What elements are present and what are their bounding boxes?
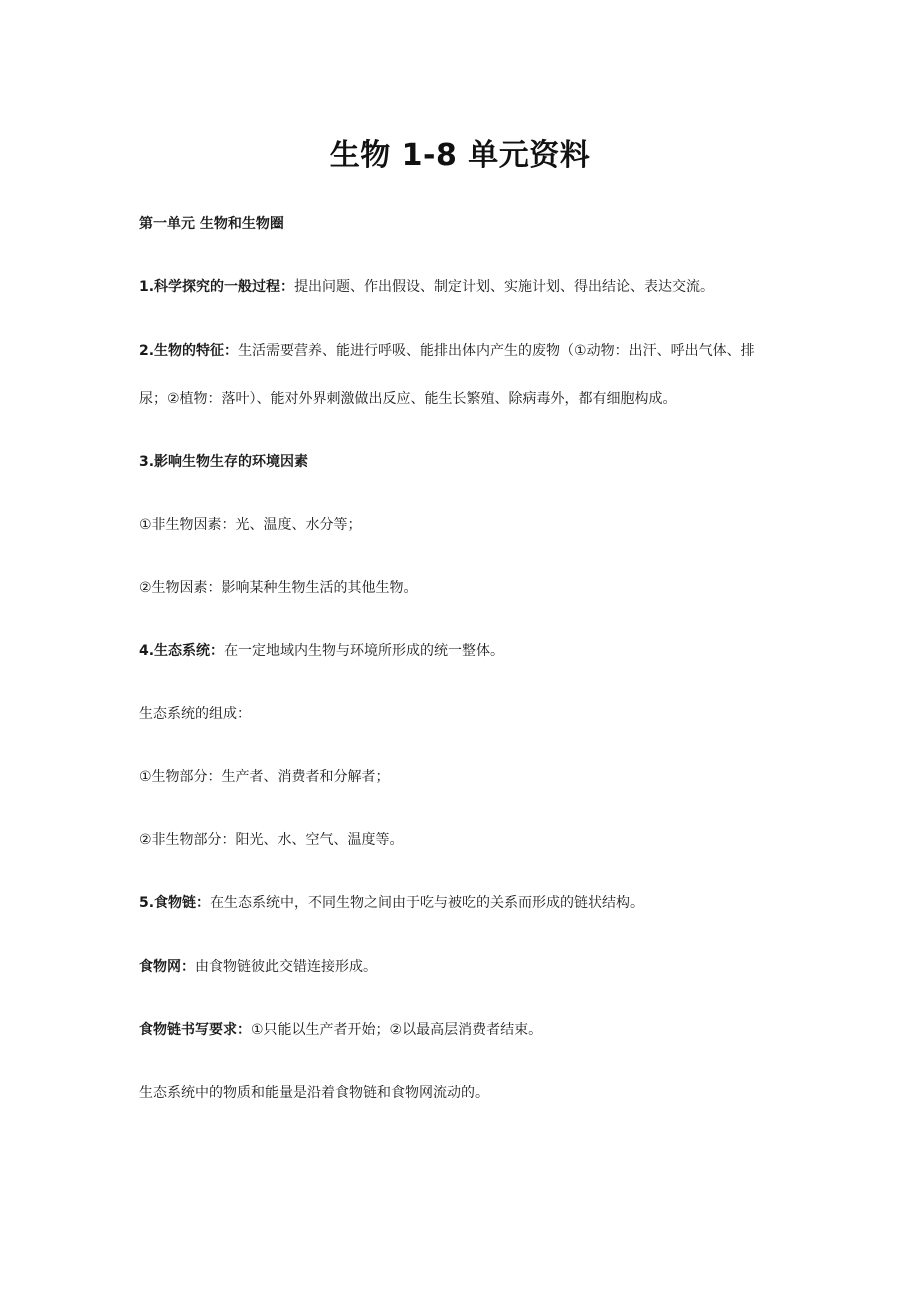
- paragraph-energy-flow: 生态系统中的物质和能量是沿着食物链和食物网流动的。: [139, 1085, 489, 1101]
- list-item: ①非生物因素：光、温度、水分等；: [139, 517, 362, 533]
- page-title: 生物 1-8 单元资料: [329, 138, 591, 173]
- paragraph-text: ①只能以生产者开始；②以最高层消费者结束。: [251, 1022, 543, 1038]
- paragraph-food-chain-rules: [139, 1020, 799, 1040]
- paragraph-food-web: [139, 957, 799, 977]
- unit-heading: 第一单元 生物和生物圈: [139, 216, 284, 232]
- paragraph-label: 1.科学探究的一般过程：: [139, 279, 295, 295]
- list-item: ②非生物部分：阳光、水、空气、温度等。: [139, 832, 404, 848]
- paragraph-label: 5.食物链：: [139, 895, 211, 911]
- paragraph-scientific-inquiry: [139, 277, 799, 297]
- paragraph-text: 在一定地域内生物与环境所形成的统一整体。: [224, 643, 505, 659]
- paragraph-label: 4.生态系统：: [139, 643, 225, 659]
- paragraph-characteristics-continued: 尿；②植物：落叶）、能对外界刺激做出反应、能生长繁殖、除病毒外，都有细胞构成。: [139, 391, 677, 407]
- paragraph-ecosystem-components: 生态系统的组成：: [139, 706, 251, 722]
- list-item: ②生物因素：影响某种生物生活的其他生物。: [139, 580, 418, 596]
- paragraph-text: 在生态系统中，不同生物之间由于吃与被吃的关系而形成的链状结构。: [210, 895, 645, 911]
- paragraph-characteristics: [139, 341, 799, 361]
- paragraph-text: 由食物链彼此交错连接形成。: [195, 959, 377, 975]
- paragraph-text: 生活需要营养、能进行呼吸、能排出体内产生的废物（①动物：出汗、呼出气体、排: [238, 343, 755, 359]
- paragraph-ecosystem: [139, 641, 799, 661]
- paragraph-label: 2.生物的特征：: [139, 343, 239, 359]
- paragraph-food-chain: [139, 893, 799, 913]
- paragraph-label: 食物链书写要求：: [139, 1022, 251, 1038]
- list-item: ①生物部分：生产者、消费者和分解者；: [139, 769, 390, 785]
- paragraph-text: 提出问题、作出假设、制定计划、实施计划、得出结论、表达交流。: [294, 279, 715, 295]
- paragraph-label: 食物网：: [139, 959, 195, 975]
- paragraph-environment-heading: 3.影响生物生存的环境因素: [139, 454, 309, 470]
